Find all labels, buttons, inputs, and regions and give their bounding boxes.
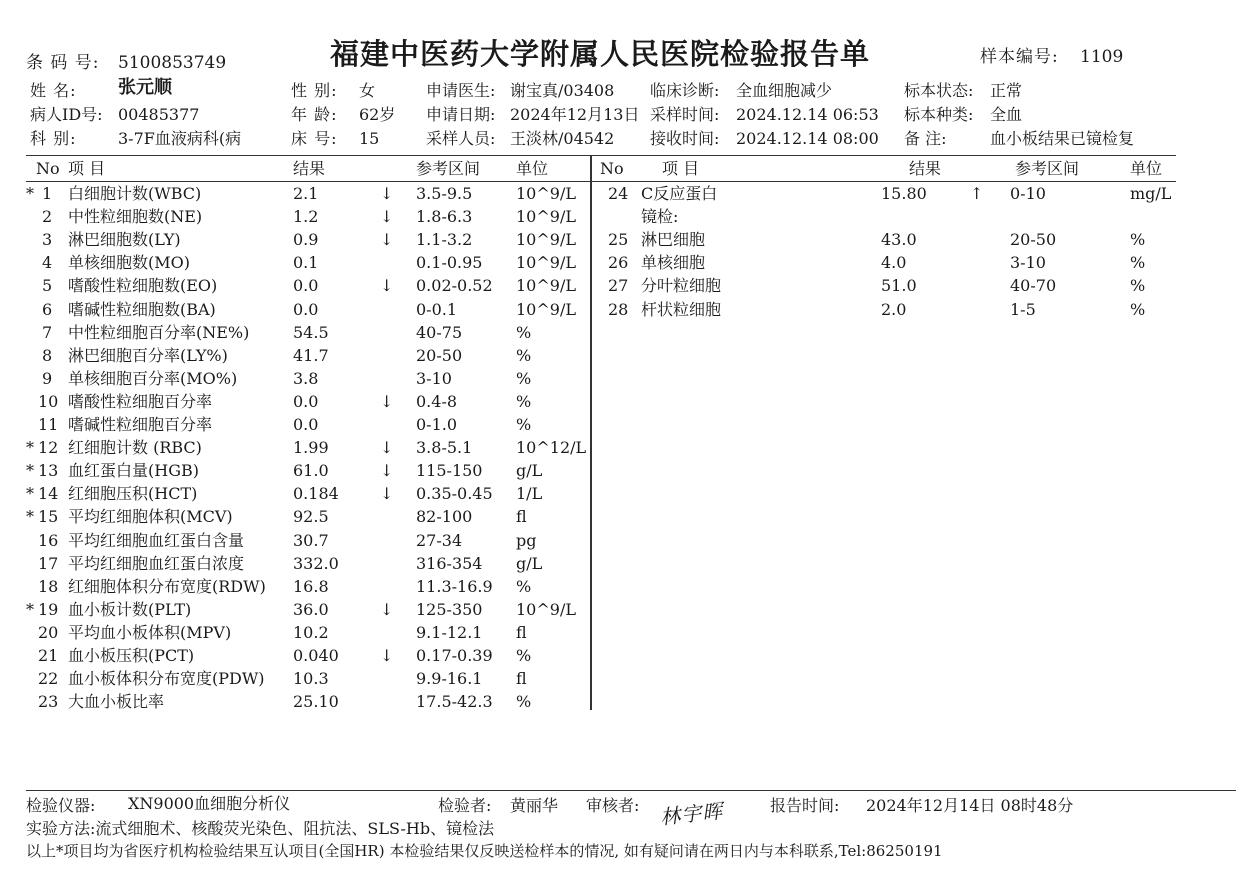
row-no: 9 (42, 368, 53, 388)
row-result: 51.0 (881, 276, 917, 296)
row-item: 中性粒细胞数(NE) (68, 207, 203, 227)
row-result: 15.80 (881, 184, 927, 203)
row-no: 21 (38, 646, 59, 665)
row-no: 23 (38, 692, 59, 712)
report-title: 福建中医药大学附属人民医院检验报告单 (329, 37, 870, 71)
row-range: 0.17-0.39 (416, 646, 493, 665)
row-range: 0.1-0.95 (416, 253, 483, 273)
collector-label: 采样人员: (426, 129, 496, 148)
report-time-label: 报告时间: (770, 796, 840, 815)
table-row (0, 369, 590, 392)
table-row (0, 623, 590, 646)
row-range: 40-70 (1010, 276, 1057, 296)
row-unit: g/L (516, 461, 543, 481)
row-no: 12 (38, 438, 59, 458)
row-item: 杆状粒细胞 (641, 299, 722, 319)
table-row (0, 484, 590, 507)
row-no: 4 (42, 253, 53, 273)
row-range: 0-1.0 (416, 415, 458, 434)
row-result: 0.0 (293, 299, 319, 319)
row-no: 25 (608, 230, 629, 250)
row-result: 4.0 (881, 253, 907, 273)
row-item: 红细胞体积分布宽度(RDW) (68, 576, 266, 596)
note-value: 血小板结果已镜检复 (990, 129, 1135, 148)
row-range: 316-354 (416, 553, 483, 573)
disclaimer-text: 以上*项目均为省医疗机构检验结果互认项目(全国HR) 本检验结果仅反映送检样本的情况, 如有疑问请在两日内与本科联系,Tel:86250191 (26, 842, 943, 860)
row-unit: 10^9/L (516, 207, 576, 227)
apply-date-label: 申请日期: (426, 105, 496, 124)
row-no: 6 (42, 299, 53, 319)
receive-time-label: 接收时间: (650, 129, 720, 148)
table-row (0, 507, 590, 530)
row-result: 0.1 (293, 253, 319, 273)
row-flag: ↓ (380, 646, 394, 665)
row-range: 9.9-16.1 (416, 669, 483, 689)
row-item: 血小板体积分布宽度(PDW) (68, 669, 265, 689)
patient-name-label: 姓 名: (30, 81, 77, 100)
row-range: 115-150 (416, 461, 483, 481)
patient-id-label: 病人ID号: (30, 105, 103, 124)
instrument-label: 检验仪器: (26, 796, 96, 815)
row-unit: mg/L (1130, 184, 1172, 203)
row-item: 血红蛋白量(HGB) (68, 461, 199, 481)
table-row (0, 577, 590, 600)
row-range: 3-10 (416, 368, 452, 388)
row-flag: ↓ (380, 184, 394, 203)
row-item: 红细胞计数 (RBC) (68, 438, 202, 458)
row-result: 92.5 (293, 507, 329, 527)
row-unit: 10^12/L (516, 438, 587, 458)
header-range-right: 参考区间 (1015, 159, 1080, 178)
row-unit: % (1130, 230, 1146, 250)
diagnosis-label: 临床诊断: (650, 81, 720, 100)
row-flag: ↓ (380, 391, 394, 411)
row-flag: ↓ (380, 438, 394, 458)
row-flag: ↓ (380, 484, 394, 504)
table-row (0, 415, 590, 438)
row-unit: g/L (516, 553, 543, 573)
table-row (0, 276, 1240, 299)
row-range: 40-75 (416, 322, 463, 342)
row-range: 0-10 (1010, 184, 1046, 203)
diagnosis-value: 全血细胞减少 (736, 81, 833, 100)
row-item: 大血小板比率 (68, 692, 165, 712)
patient-name: 张元顺 (118, 77, 172, 98)
row-item: 嗜碱性粒细胞百分率 (68, 415, 213, 434)
row-flag: ↑ (970, 184, 984, 203)
row-unit: 10^9/L (516, 230, 576, 250)
row-no: 13 (38, 461, 59, 481)
header-no-right: No (600, 159, 624, 178)
row-no: 7 (42, 322, 53, 342)
tester-value: 黄丽华 (510, 796, 559, 815)
row-result: 25.10 (293, 692, 339, 712)
table-row (0, 207, 1240, 230)
row-result: 0.040 (293, 646, 339, 665)
table-row (0, 692, 590, 715)
doctor-value: 谢宝真/03408 (510, 81, 615, 100)
row-no: 15 (38, 507, 59, 527)
table-row (0, 184, 1240, 207)
row-range: 17.5-42.3 (416, 692, 493, 712)
row-unit: % (516, 415, 532, 434)
row-result: 43.0 (881, 230, 917, 250)
row-unit: 10^9/L (516, 253, 576, 273)
row-result: 0.184 (293, 484, 339, 504)
sample-type-value: 全血 (990, 105, 1023, 124)
row-no: 10 (38, 391, 59, 411)
table-row (0, 554, 590, 577)
table-row (0, 392, 590, 415)
row-star: * (26, 599, 34, 619)
table-row (0, 346, 590, 369)
row-result: 1.2 (293, 207, 319, 227)
row-unit: % (516, 322, 532, 342)
receive-time-value: 2024.12.14 08:00 (736, 129, 879, 148)
sample-type-label: 标本种类: (904, 105, 974, 124)
row-no: 1 (42, 184, 53, 203)
row-item: 平均红细胞血红蛋白浓度 (68, 553, 245, 573)
row-no: 3 (42, 230, 53, 250)
table-row (0, 253, 1240, 276)
row-result: 1.99 (293, 438, 329, 458)
collector-value: 王淡林/04542 (510, 129, 615, 148)
row-range: 20-50 (416, 345, 463, 365)
row-unit: 10^9/L (516, 276, 576, 296)
sample-no-label: 样本编号: (980, 47, 1059, 67)
row-result: 36.0 (293, 599, 329, 619)
row-flag: ↓ (380, 461, 394, 481)
row-result: 2.1 (293, 184, 319, 203)
row-range: 27-34 (416, 530, 463, 550)
dept-value: 3-7F血液病科(病 (118, 129, 242, 148)
row-no: 16 (38, 530, 59, 550)
status-label: 标本状态: (904, 81, 974, 100)
row-result: 2.0 (881, 299, 907, 319)
header-unit: 单位 (516, 159, 549, 178)
row-unit: % (516, 646, 532, 665)
age-value: 62岁 (359, 105, 396, 124)
row-no: 20 (38, 622, 59, 642)
row-result: 10.2 (293, 622, 329, 642)
row-item: 平均红细胞血红蛋白含量 (68, 530, 245, 550)
row-unit: % (516, 576, 532, 596)
row-result: 54.5 (293, 322, 329, 342)
table-row (0, 669, 590, 692)
header-result: 结果 (293, 159, 326, 178)
row-star: * (26, 438, 34, 458)
row-no: 14 (38, 484, 59, 504)
sex-value: 女 (359, 81, 376, 100)
table-row (0, 531, 590, 554)
report-time-value: 2024年12月14日 08时48分 (866, 796, 1074, 815)
row-item: 单核细胞百分率(MO%) (68, 368, 238, 388)
row-item: 嗜碱性粒细胞数(BA) (68, 299, 216, 319)
row-result: 61.0 (293, 461, 329, 481)
row-item: 中性粒细胞百分率(NE%) (68, 322, 250, 342)
row-no: 27 (608, 276, 629, 296)
row-range: 125-350 (416, 599, 483, 619)
row-no: 18 (38, 576, 59, 596)
row-no: 24 (608, 184, 629, 203)
row-item: 血小板压积(PCT) (68, 646, 195, 665)
row-result: 30.7 (293, 530, 329, 550)
row-result: 0.0 (293, 276, 319, 296)
row-unit: % (1130, 253, 1146, 273)
header-item-right: 项 目 (662, 159, 700, 178)
row-item: 单核细胞 (641, 253, 706, 273)
row-item: 红细胞压积(HCT) (68, 484, 198, 504)
row-unit: 10^9/L (516, 184, 576, 203)
row-range: 3.8-5.1 (416, 438, 473, 458)
row-no: 19 (38, 599, 59, 619)
row-range: 11.3-16.9 (416, 576, 493, 596)
row-star: * (26, 484, 34, 504)
row-item: 平均红细胞体积(MCV) (68, 507, 233, 527)
row-range: 82-100 (416, 507, 473, 527)
table-row (0, 323, 590, 346)
row-result: 0.0 (293, 391, 319, 411)
sample-time-value: 2024.12.14 06:53 (736, 105, 879, 124)
row-result: 41.7 (293, 345, 329, 365)
dept-label: 科 别: (30, 129, 77, 148)
row-item: 平均血小板体积(MPV) (68, 622, 232, 642)
row-result: 3.8 (293, 368, 319, 388)
row-item: 镜检: (641, 207, 679, 227)
row-unit: % (1130, 299, 1146, 319)
apply-date-value: 2024年12月13日 (510, 105, 640, 124)
row-range: 1-5 (1010, 299, 1036, 319)
row-unit: % (1130, 276, 1146, 296)
row-flag: ↓ (380, 599, 394, 619)
row-flag: ↓ (380, 230, 394, 250)
row-item: 淋巴细胞 (641, 230, 706, 250)
row-unit: 10^9/L (516, 299, 576, 319)
row-range: 0-0.1 (416, 299, 458, 319)
row-star: * (26, 184, 34, 203)
row-result: 16.8 (293, 576, 329, 596)
row-no: 2 (42, 207, 53, 227)
row-star: * (26, 507, 34, 527)
table-row (0, 600, 590, 623)
row-item: C反应蛋白 (641, 184, 718, 203)
row-result: 10.3 (293, 669, 329, 689)
footer-rule (26, 790, 1236, 791)
row-item: 嗜酸性粒细胞数(EO) (68, 276, 218, 296)
patient-id: 00485377 (118, 105, 200, 124)
sex-label: 性 别: (291, 81, 338, 100)
row-range: 0.35-0.45 (416, 484, 493, 504)
doctor-label: 申请医生: (426, 81, 496, 100)
table-row (0, 461, 590, 484)
method-text: 实验方法:流式细胞术、核酸荧光染色、阻抗法、SLS-Hb、镜检法 (26, 819, 495, 838)
age-label: 年 龄: (291, 105, 338, 124)
row-no: 11 (38, 415, 59, 434)
row-item: 嗜酸性粒细胞百分率 (68, 391, 213, 411)
table-row (0, 646, 590, 669)
row-no: 26 (608, 253, 629, 273)
row-item: 单核细胞数(MO) (68, 253, 190, 273)
barcode-label: 条 码 号: (26, 53, 100, 73)
row-item: 白细胞计数(WBC) (68, 184, 202, 203)
row-result: 332.0 (293, 553, 339, 573)
row-item: 淋巴细胞数(LY) (68, 230, 181, 250)
header-no: No (36, 159, 60, 178)
row-unit: % (516, 368, 532, 388)
row-no: 28 (608, 299, 629, 319)
row-no: 8 (42, 345, 53, 365)
row-unit: pg (516, 530, 537, 550)
row-range: 0.4-8 (416, 391, 458, 411)
row-range: 1.1-3.2 (416, 230, 473, 250)
row-range: 3-10 (1010, 253, 1046, 273)
row-range: 0.02-0.52 (416, 276, 493, 296)
row-unit: % (516, 692, 532, 712)
row-range: 1.8-6.3 (416, 207, 473, 227)
row-no: 5 (42, 276, 53, 296)
bed-label: 床 号: (291, 129, 338, 148)
table-row (0, 300, 1240, 323)
table-top-rule (26, 155, 1176, 156)
reviewer-label: 审核者: (586, 796, 640, 815)
row-range: 9.1-12.1 (416, 622, 483, 642)
reviewer-signature: 林宇晖 (659, 798, 725, 830)
tester-label: 检验者: (438, 796, 492, 815)
row-item: 分叶粒细胞 (641, 276, 722, 296)
row-unit: 10^9/L (516, 599, 576, 619)
row-unit: fl (516, 622, 527, 642)
row-range: 3.5-9.5 (416, 184, 473, 203)
row-unit: % (516, 345, 532, 365)
row-range: 20-50 (1010, 230, 1057, 250)
header-range: 参考区间 (416, 159, 481, 178)
table-row (0, 230, 1240, 253)
row-item: 淋巴细胞百分率(LY%) (68, 345, 228, 365)
row-unit: % (516, 391, 532, 411)
row-flag: ↓ (380, 207, 394, 227)
barcode-value: 5100853749 (118, 53, 227, 73)
table-row (0, 438, 590, 461)
instrument-value: XN9000血细胞分析仪 (128, 794, 291, 813)
row-star: * (26, 461, 34, 481)
header-result-right: 结果 (909, 159, 942, 178)
header-item: 项 目 (68, 159, 106, 178)
row-no: 17 (38, 553, 59, 573)
bed-value: 15 (359, 129, 380, 148)
status-value: 正常 (990, 81, 1023, 100)
header-unit-right: 单位 (1130, 159, 1163, 178)
row-item: 血小板计数(PLT) (68, 599, 192, 619)
row-flag: ↓ (380, 276, 394, 296)
row-result: 0.9 (293, 230, 319, 250)
row-no: 22 (38, 669, 59, 689)
row-unit: fl (516, 669, 527, 689)
row-unit: 1/L (516, 484, 543, 504)
right-table-header (0, 159, 1240, 182)
row-unit: fl (516, 507, 527, 527)
sample-no-value: 1109 (1080, 47, 1124, 67)
note-label: 备 注: (904, 129, 947, 148)
row-result: 0.0 (293, 415, 319, 434)
sample-time-label: 采样时间: (650, 105, 720, 124)
